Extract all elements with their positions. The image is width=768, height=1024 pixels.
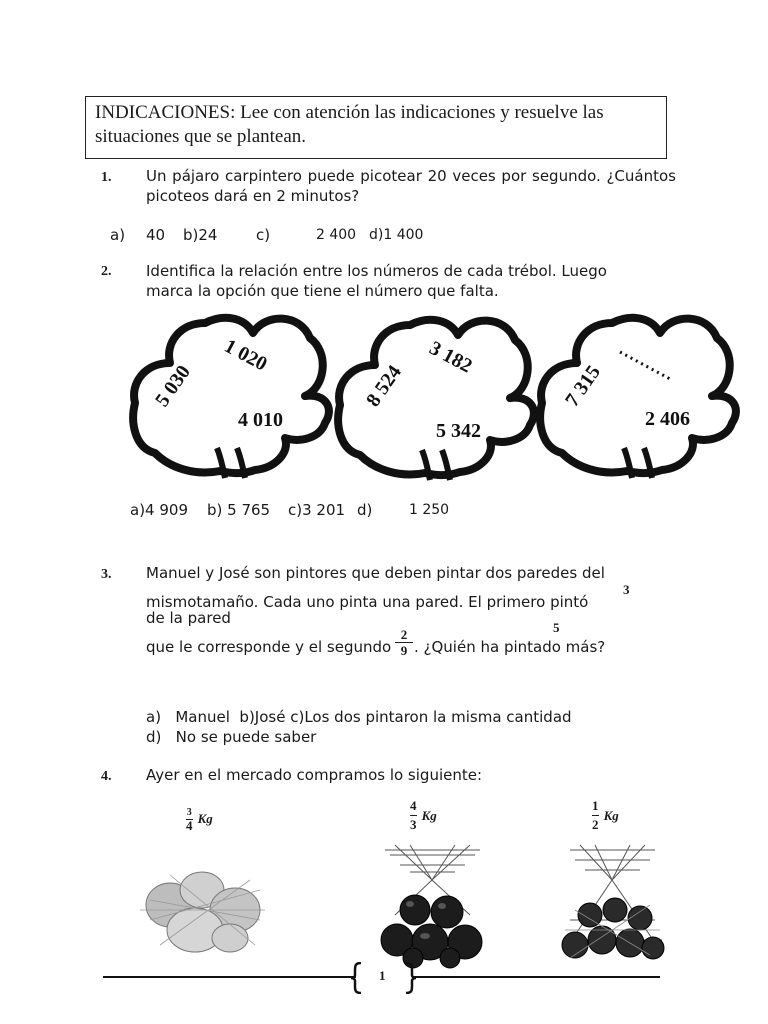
item-2-unit: Kg — [421, 808, 437, 823]
q2-option-a: a)4 909 — [130, 501, 188, 519]
item-2-label — [410, 798, 437, 833]
item-3-bar — [592, 815, 599, 816]
q1-option-c-value: 2 400 — [316, 227, 357, 243]
clover-1 — [133, 318, 329, 478]
clover-1-top: 1 020 — [220, 334, 271, 376]
tomatoes-bag-image — [555, 840, 670, 970]
question-3-options-line-2: d) No se puede saber — [146, 728, 317, 746]
item-3-label — [592, 798, 619, 833]
clover-2-top: 3 182 — [425, 336, 476, 378]
item-3-numerator: 1 — [592, 798, 599, 813]
question-3-line-1: Manuel y José son pintores que deben pintar dos paredes del — [146, 564, 605, 582]
item-3-denominator: 2 — [592, 817, 599, 832]
q1-option-a-label: a) — [110, 226, 126, 244]
question-1-options — [110, 225, 510, 245]
question-3-line-4 — [146, 637, 391, 657]
clover-1-bottom: 4 010 — [238, 409, 283, 431]
page-number: 1 — [379, 968, 386, 983]
clover-3-left: 7 315 — [561, 361, 605, 411]
question-3-line-2: mismotamaño. Cada uno pinta una pared. El primero pintó — [146, 593, 589, 611]
q1-option-b: b)24 — [183, 226, 218, 244]
q2-option-c: c)3 201 — [288, 501, 346, 519]
potatoes-image — [140, 860, 270, 960]
clover-3-bottom: 2 406 — [645, 408, 690, 430]
question-4-text: Ayer en el mercado compramos lo siguiente: — [146, 766, 483, 784]
question-3-line-3: de la pared — [146, 609, 231, 627]
footer-left-brace — [350, 962, 364, 994]
instructions-text: Lee con atención las indicaciones y resuelve las situaciones que se plantean. — [95, 102, 604, 147]
question-3-line-4a: que le corresponde y el segundo — [146, 638, 392, 656]
item-1-unit: Kg — [197, 811, 213, 826]
fraction-2-9 — [395, 628, 413, 657]
q2-option-b: b) 5 765 — [207, 501, 271, 519]
item-2-bar — [410, 815, 417, 816]
q1-option-c-label: c) — [256, 226, 271, 244]
question-2-number: 2. — [101, 264, 112, 279]
clover-2 — [338, 320, 534, 480]
question-1-number: 1. — [101, 170, 112, 185]
clover-3 — [540, 318, 736, 478]
fraction-3-5-numerator: 3 — [623, 582, 630, 597]
item-1-numerator: 3 — [186, 807, 192, 818]
item-1-denominator: 4 — [186, 818, 193, 833]
instructions-box — [85, 96, 667, 159]
q2-option-d-label: d) — [357, 501, 373, 519]
item-2-denominator: 3 — [410, 817, 417, 832]
item-1-label — [186, 808, 213, 833]
question-3-number: 3. — [101, 567, 112, 582]
q2-option-d-value: 1 250 — [409, 502, 450, 518]
q1-option-a-value: 40 — [146, 226, 166, 244]
fraction-3-5-denominator: 5 — [553, 620, 560, 635]
fraction-2-9-denominator: 9 — [400, 643, 408, 658]
fraction-2-9-numerator: 2 — [400, 627, 408, 642]
apples-bag-image — [375, 840, 490, 970]
q1-option-d: d)1 400 — [369, 227, 424, 243]
question-3-line-4b: . ¿Quién ha pintado más? — [414, 638, 606, 656]
item-3-unit: Kg — [603, 808, 619, 823]
clover-1-left: 5 030 — [151, 361, 195, 411]
item-2-numerator: 4 — [410, 798, 417, 813]
question-1-text: Un pájaro carpintero puede picotear 20 veces por segundo. ¿Cuántos picoteos dará en 2 minutos? — [146, 167, 676, 205]
clover-2-left: 8 524 — [362, 361, 406, 411]
footer-line-left — [103, 976, 356, 978]
question-4-number: 4. — [101, 769, 112, 784]
instructions-label: INDICACIONES: — [95, 102, 236, 123]
footer-line-right — [412, 976, 660, 978]
footer-right-brace — [403, 962, 417, 994]
question-2-options — [130, 500, 490, 520]
question-3-options-line-1: a) Manuel b)José c)Los dos pintaron la misma cantidad — [146, 708, 572, 726]
clover-2-bottom: 5 342 — [436, 420, 481, 442]
question-2-text: Identifica la relación entre los números de cada trébol. Luego marca la opción que tiene el número que falta. — [146, 262, 607, 300]
clovers-figure — [120, 310, 740, 490]
